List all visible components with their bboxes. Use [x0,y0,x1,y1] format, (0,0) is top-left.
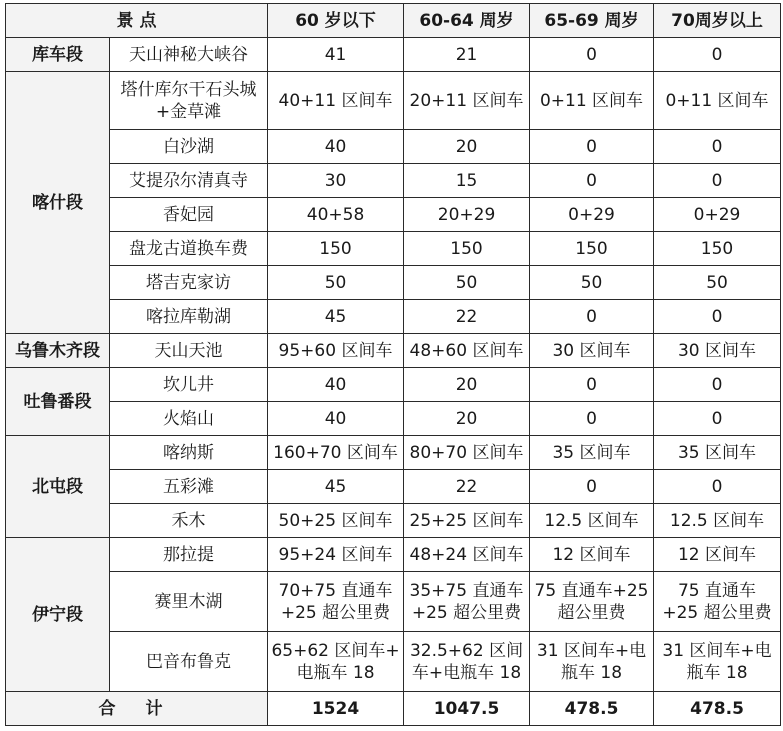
table-row [6,266,781,300]
price-cell-a: 50+25 区间车 [268,504,404,538]
spot-name: 天山天池 [110,334,268,368]
spot-name: 塔什库尔干石头城 +金草滩 [110,72,268,130]
section-name: 喀什段 [6,72,110,334]
price-cell-d: 0 [654,130,781,164]
table-row [6,232,781,266]
ticket-price-table [5,3,781,726]
price-cell-d: 0+11 区间车 [654,72,781,130]
price-cell-d: 0 [654,368,781,402]
price-cell-a: 45 [268,300,404,334]
table-row [6,38,781,72]
price-cell-d: 0 [654,470,781,504]
price-cell-a: 41 [268,38,404,72]
price-cell-d: 0 [654,38,781,72]
table-row [6,72,781,130]
price-cell-a: 65+62 区间车+ 电瓶车 18 [268,632,404,692]
price-cell-a: 50 [268,266,404,300]
price-cell-b: 20+11 区间车 [404,72,530,130]
table-row [6,470,781,504]
price-cell-d: 0+29 [654,198,781,232]
spot-name: 喀拉库勒湖 [110,300,268,334]
spot-name: 五彩滩 [110,470,268,504]
table-row [6,632,781,692]
spot-name: 火焰山 [110,402,268,436]
spot-name: 塔吉克家访 [110,266,268,300]
price-cell-b: 20 [404,130,530,164]
spot-name: 香妃园 [110,198,268,232]
price-cell-c: 31 区间车+电 瓶车 18 [530,632,654,692]
price-cell-d: 30 区间车 [654,334,781,368]
spot-name: 喀纳斯 [110,436,268,470]
header-under-60: 60 岁以下 [268,4,404,38]
spot-name: 禾木 [110,504,268,538]
price-cell-d: 12 区间车 [654,538,781,572]
price-cell-c: 35 区间车 [530,436,654,470]
price-cell-c: 30 区间车 [530,334,654,368]
price-cell-c: 0 [530,470,654,504]
price-cell-d: 31 区间车+电 瓶车 18 [654,632,781,692]
price-cell-c: 0 [530,402,654,436]
table-row [6,130,781,164]
price-cell-d: 0 [654,300,781,334]
total-label: 合 计 [6,692,268,726]
price-cell-a: 30 [268,164,404,198]
header-60-64: 60-64 周岁 [404,4,530,38]
price-cell-a: 70+75 直通车 +25 超公里费 [268,572,404,632]
section-name: 乌鲁木齐段 [6,334,110,368]
price-cell-b: 22 [404,300,530,334]
price-cell-c: 150 [530,232,654,266]
price-cell-b: 25+25 区间车 [404,504,530,538]
table-row [6,164,781,198]
price-cell-d: 0 [654,402,781,436]
table-row [6,538,781,572]
price-cell-b: 20+29 [404,198,530,232]
total-row [6,692,781,726]
price-cell-b: 20 [404,368,530,402]
price-cell-a: 95+24 区间车 [268,538,404,572]
price-cell-a: 40+11 区间车 [268,72,404,130]
table-row [6,300,781,334]
header-70-plus: 70周岁以上 [654,4,781,38]
price-cell-c: 0+11 区间车 [530,72,654,130]
spot-name: 盘龙古道换车费 [110,232,268,266]
total-cell-b: 1047.5 [404,692,530,726]
price-cell-a: 160+70 区间车 [268,436,404,470]
table-row [6,402,781,436]
total-cell-a: 1524 [268,692,404,726]
section-name: 库车段 [6,38,110,72]
price-cell-a: 95+60 区间车 [268,334,404,368]
price-cell-c: 0 [530,368,654,402]
spot-name: 白沙湖 [110,130,268,164]
price-cell-b: 32.5+62 区间 车+电瓶车 18 [404,632,530,692]
spot-name: 赛里木湖 [110,572,268,632]
section-name: 吐鲁番段 [6,368,110,436]
price-cell-d: 150 [654,232,781,266]
table-row [6,198,781,232]
price-cell-a: 40+58 [268,198,404,232]
price-cell-c: 12.5 区间车 [530,504,654,538]
price-cell-b: 48+60 区间车 [404,334,530,368]
price-cell-b: 50 [404,266,530,300]
price-cell-c: 0 [530,38,654,72]
price-cell-a: 40 [268,368,404,402]
price-cell-b: 150 [404,232,530,266]
price-cell-d: 75 直通车 +25 超公里费 [654,572,781,632]
price-cell-c: 50 [530,266,654,300]
price-cell-b: 21 [404,38,530,72]
price-cell-c: 75 直通车+25 超公里费 [530,572,654,632]
price-cell-b: 80+70 区间车 [404,436,530,470]
section-name: 北屯段 [6,436,110,538]
price-cell-c: 0 [530,130,654,164]
total-cell-d: 478.5 [654,692,781,726]
price-cell-a: 150 [268,232,404,266]
header-65-69: 65-69 周岁 [530,4,654,38]
table-row [6,504,781,538]
total-cell-c: 478.5 [530,692,654,726]
price-cell-b: 20 [404,402,530,436]
price-cell-b: 48+24 区间车 [404,538,530,572]
spot-name: 天山神秘大峡谷 [110,38,268,72]
header-row [6,4,781,38]
spot-name: 巴音布鲁克 [110,632,268,692]
header-spot: 景 点 [6,4,268,38]
price-cell-c: 0 [530,300,654,334]
price-cell-a: 40 [268,402,404,436]
price-cell-c: 0+29 [530,198,654,232]
table-row [6,334,781,368]
spot-name: 艾提尕尔清真寺 [110,164,268,198]
price-cell-a: 40 [268,130,404,164]
spot-name: 那拉提 [110,538,268,572]
price-cell-b: 35+75 直通车 +25 超公里费 [404,572,530,632]
price-cell-d: 35 区间车 [654,436,781,470]
price-cell-c: 0 [530,164,654,198]
table-row [6,572,781,632]
section-name: 伊宁段 [6,538,110,692]
price-cell-d: 0 [654,164,781,198]
table-row [6,368,781,402]
price-cell-b: 15 [404,164,530,198]
price-cell-d: 12.5 区间车 [654,504,781,538]
price-cell-b: 22 [404,470,530,504]
price-cell-c: 12 区间车 [530,538,654,572]
price-cell-a: 45 [268,470,404,504]
spot-name: 坎儿井 [110,368,268,402]
price-cell-d: 50 [654,266,781,300]
table-row [6,436,781,470]
